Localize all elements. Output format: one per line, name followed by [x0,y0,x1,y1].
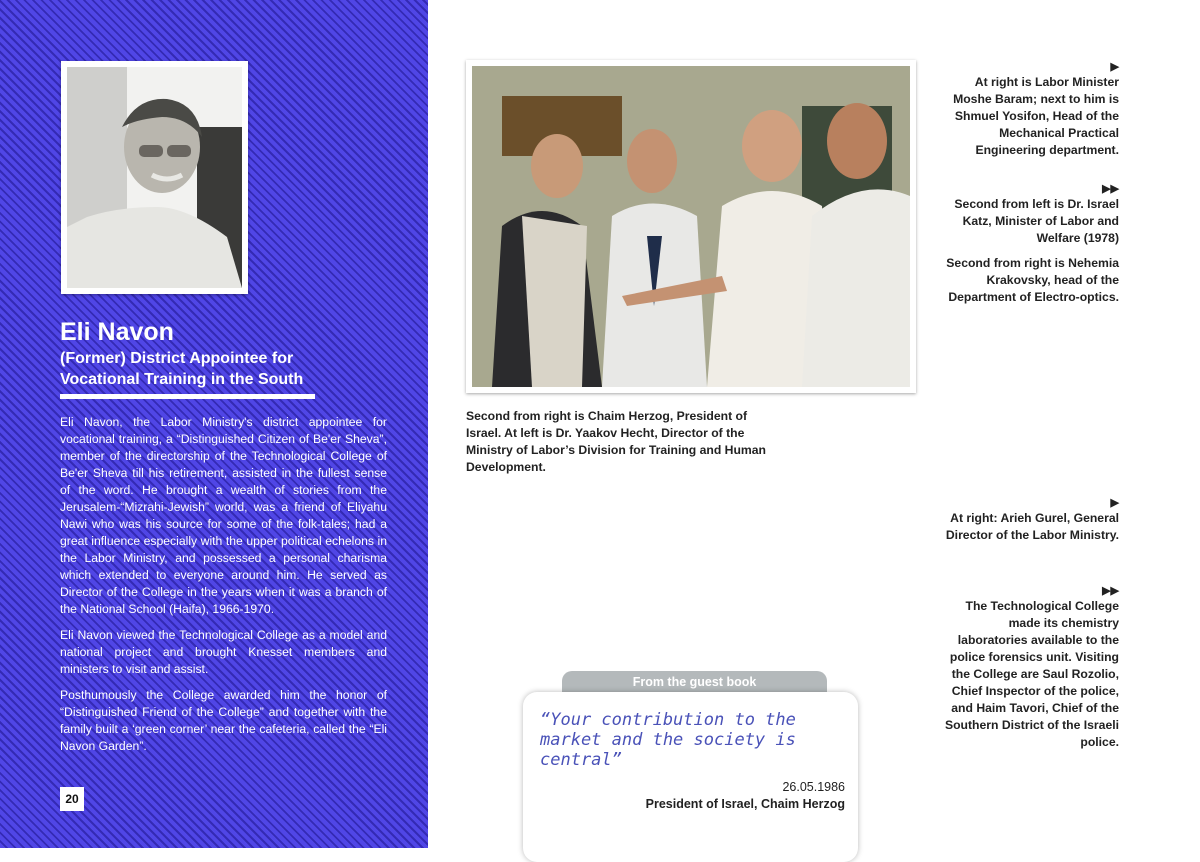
title-underline [60,394,315,399]
page-number: 20 [60,787,84,811]
bio-paragraph-2: Eli Navon viewed the Technological College as a model and national project and brought Knesset members and ministers to visit and assist. [60,628,387,676]
person-name: Eli Navon [60,318,174,346]
caption-police-forensics: The Technological College made its chemistry laboratories available to the police forensics unit. Visiting the College are Saul Rozolio, Chief Inspector of the police, and Haim Tavori, Chief of the Southern District of the Israeli police. [944,599,1119,749]
caption-israel-katz: Second from left is Dr. Israel Katz, Minister of Labor and Welfare (1978) [954,197,1119,245]
guest-book-quote: “Your contribution to the market and the society is central” [540,710,796,770]
role-line-2: Vocational Training in the South [60,371,304,388]
main-photo-caption: Second from right is Chaim Herzog, President of Israel. At left is Dr. Yaakov Hecht, Director of the Ministry of Labor’s Division for Training and Human Development. [466,409,766,474]
person-role [60,348,360,390]
caption-block-1 [944,60,1119,159]
guest-book-date: 26.05.1986 [782,780,845,794]
bio-paragraph-3: Posthumously the College awarded him the honor of “Distinguished Friend of the College” and together with the family built a ‘green corner’ near the cafeteria, called the “Eli Navon Garden”. [60,688,387,753]
caption-block-2 [944,182,1119,306]
caption-block-3 [944,496,1119,544]
role-line-1: (Former) District Appointee for [60,350,294,367]
arrow-right-icon: ▶ [1110,61,1119,73]
caption-krakovsky: Second from right is Nehemia Krakovsky, head of the Department of Electro-optics. [946,256,1119,304]
portrait-photo-frame [61,61,248,294]
caption-block-4 [944,584,1119,751]
double-arrow-right-icon: ▶▶ [1102,183,1119,195]
caption-labor-minister: At right is Labor Minister Moshe Baram; next to him is Shmuel Yosifon, Head of the Mechanical Practical Engineering department. [953,75,1119,157]
main-photo [472,66,910,387]
double-arrow-right-icon: ▶▶ [1102,585,1119,597]
guest-book-signature: President of Israel, Chaim Herzog [645,797,845,811]
main-photo-frame [466,60,916,393]
bio-paragraph-1: Eli Navon, the Labor Ministry's district appointee for vocational training, a “Distinguished Citizen of Be'er Sheva”, member of the directorship of the Technological College of Be'er Sheva till his retirement, assisted in the fullest sense of the word. He brought a wealth of stories from the Jerusalem-“Mizrahi-Jewish” world, was a friend of Eliyahu Nawi who was his source for some of the folk-tales; had a great influence especially with the upper political echelons in the Labor Ministry, and possessed a personal charisma which extended to everyone around him. He served as Director of the College in the years when it was a branch of the National School (Haifa), 1966-1970. [60,415,387,616]
biography [60,414,387,764]
caption-arieh-gurel: At right: Arieh Gurel, General Director of the Labor Ministry. [945,511,1119,542]
guest-book-tab: From the guest book [562,671,827,695]
portrait-photo [67,67,242,288]
arrow-right-icon: ▶ [1110,497,1119,509]
left-panel [0,0,428,848]
